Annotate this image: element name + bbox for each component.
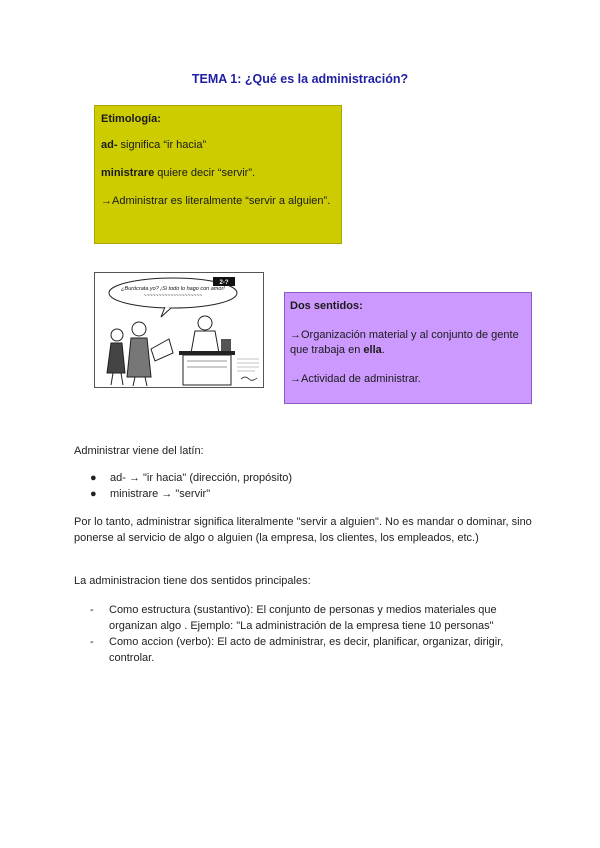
list-item bbox=[74, 470, 292, 486]
list-item bbox=[74, 486, 292, 502]
list-item-text: Como accion (verbo): El acto de administrar, es decir, planificar, organizar, dirigir, controlar. bbox=[109, 636, 504, 664]
two-senses-item-2: →Actividad de administrar. bbox=[290, 373, 421, 385]
meaning-paragraph: Por lo tanto, administrar significa literalmente "servir a alguien". No es mandar o dominar, sino ponerse al servicio de algo o alguien (la empresa, los clientes, los empleados, etc.) bbox=[74, 516, 532, 544]
two-senses-item-1-end: . bbox=[381, 344, 385, 356]
list-item-text: Como estructura (sustantivo): El conjunto de personas y medios materiales que organizan algo . Ejemplo: "La administración de la empresa tiene 10 personas" bbox=[109, 604, 497, 632]
svg-text:~~~~~~~~~~~~~~~~~~~~: ~~~~~~~~~~~~~~~~~~~~ bbox=[143, 293, 203, 299]
bullet-icon: ● bbox=[90, 472, 97, 484]
list-item bbox=[74, 635, 534, 666]
dash-marker: - bbox=[90, 604, 94, 616]
page-title: TEMA 1: ¿Qué es la administración? bbox=[191, 72, 409, 86]
etymology-conclusion: →Administrar es literalmente “servir a alguien”. bbox=[101, 195, 331, 207]
term-ad-meaning: significa “ir hacia” bbox=[117, 139, 207, 151]
etymology-line-ministrare bbox=[101, 166, 335, 180]
list-item-text: ad- → "ir hacia" (dirección, propósito) bbox=[110, 472, 293, 484]
latin-roots-list bbox=[74, 470, 292, 502]
two-senses-box bbox=[284, 292, 532, 404]
comic-drawing bbox=[95, 273, 263, 387]
two-senses-item-1-bold: ella bbox=[363, 344, 382, 356]
comic-illustration bbox=[94, 272, 264, 388]
list-item bbox=[74, 603, 534, 634]
senses-list bbox=[74, 603, 534, 667]
etymology-line-ad bbox=[101, 138, 335, 152]
senses-intro-paragraph: La administracion tiene dos sentidos principales: bbox=[74, 575, 311, 587]
list-item-text: ministrare → "servir" bbox=[110, 488, 211, 500]
etymology-box bbox=[94, 105, 342, 244]
etymology-heading: Etimología: bbox=[101, 113, 161, 125]
term-ministrare: ministrare bbox=[101, 167, 155, 179]
term-ad: ad- bbox=[101, 139, 118, 151]
comic-sign-text: 2-? bbox=[219, 280, 229, 286]
two-senses-item-1-text: →Organización material y al conjunto de gente que trabaja en bbox=[290, 329, 519, 356]
two-senses-item-1 bbox=[290, 328, 526, 358]
dash-marker: - bbox=[90, 636, 94, 648]
intro-text: Administrar viene del latín: bbox=[74, 445, 204, 457]
term-ministrare-meaning: quiere decir “servir”. bbox=[154, 167, 256, 179]
comic-speech-text: ¿Burócrata yo? ¡Si todo lo hago con amor! bbox=[121, 286, 225, 292]
bullet-icon: ● bbox=[90, 488, 97, 500]
two-senses-heading: Dos sentidos: bbox=[290, 300, 363, 312]
